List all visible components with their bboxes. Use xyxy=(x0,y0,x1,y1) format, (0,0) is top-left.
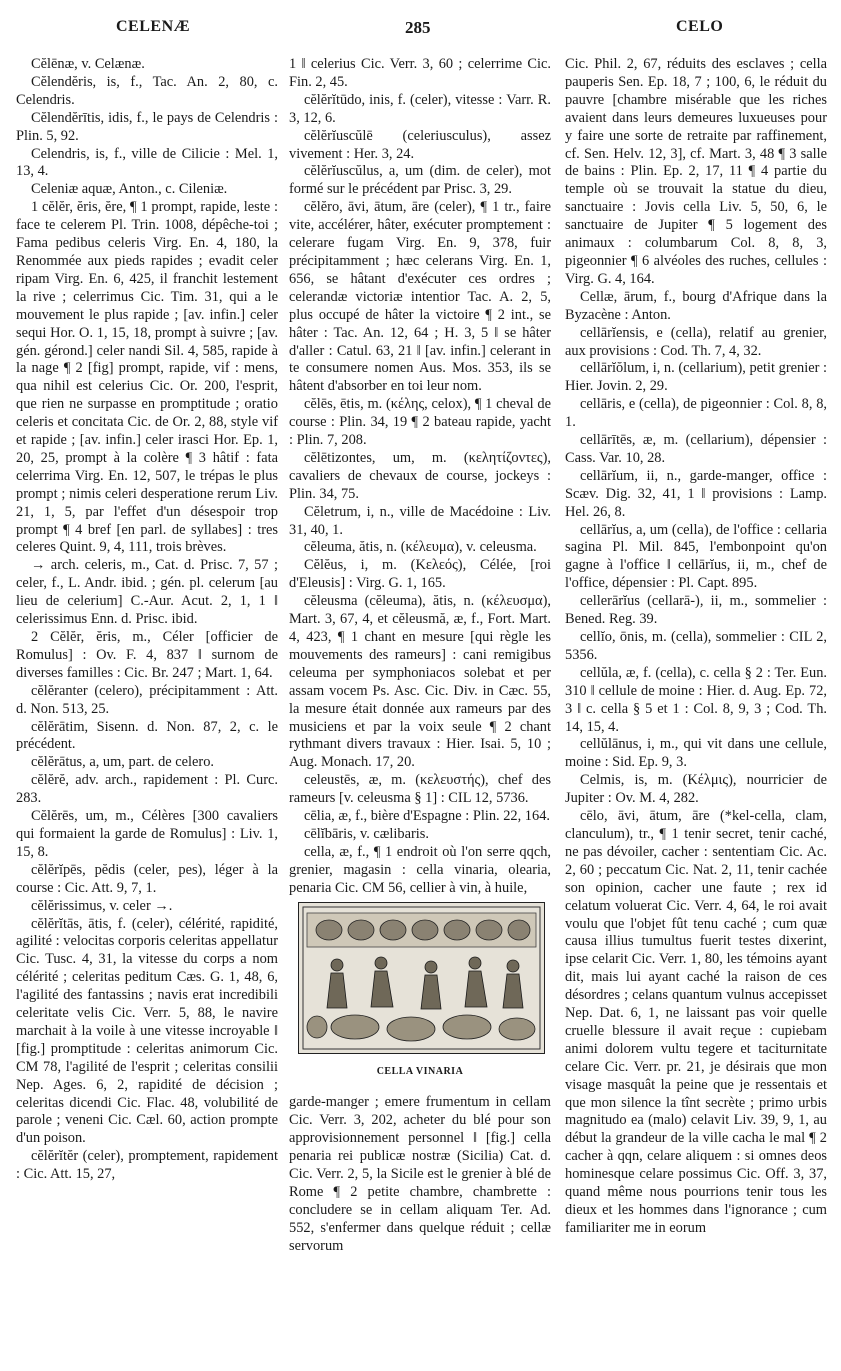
entry: cĕlĕrātim, Sisenn. d. Non. 87, 2, c. le précédent. xyxy=(16,718,278,753)
entry: Celendris, is, f., ville de Cilicie : Mel. 1, 13, 4. xyxy=(16,145,278,180)
page-number: 285 xyxy=(405,18,431,37)
figure-caption: CELLA VINARIA xyxy=(376,1065,464,1077)
running-header xyxy=(0,18,841,44)
entry: cĕlēs, ētis, m. (κέλης, celox), ¶ 1 cheval de course : Plin. 34, 19 ¶ 2 bateau rapide, yacht : Plin. 7, 208. xyxy=(289,396,551,449)
entry: Cĕlĕrēs, um, m., Célères [300 cavaliers qui formaient la garde de Romulus] : Liv. 1, 15, 8. xyxy=(16,808,278,860)
entry-continuation: garde-manger ; emere frumentum in cellam Cic. Verr. 3, 202, acheter du blé pour son approvisionnement personnel ‖ [fig.] cella penaria rei publicæ nostræ (Sicilia) Cat. d. Cic. Verr. 2, 5, la Sicile est le grenier à blé de Rome ¶ 2 petite chambre, chambrette : concludere se in cellam aliquam Ter. Ad. 552, s'enfermer dans quelque réduit ; cellæ servorum xyxy=(289,1094,551,1254)
column-right xyxy=(565,56,827,1238)
entry: cellĭo, ōnis, m. (cella), sommelier : CIL 2, 5356. xyxy=(565,629,827,663)
column-middle xyxy=(289,56,551,1256)
entry: cēlo, āvi, ātum, āre (*kel-cella, clam, clanculum), tr., ¶ 1 tenir secret, tenir caché, ne pas dévoiler, cacher : sententiam Cic. Ac. 2, 60 ; peccatum Cic. Nat. 2, 11, tenir cachée son opinion, cacher une faute ; rex id celatum voluerat Cic. Verr. 4, 64, le roi avait voulu que l'objet fût tenu caché ; cum quæ causa illius tumultus fuerit testes dixerint, ipse celarit Cic. Verr. 1, 80, les témoins ayant dit, mais lui ayant caché la raison de ces désordres ; celans quantum vulnus accepisset Nep. Dat. 6, 1, ne laissant pas voir quelle cruelle blessure il avait reçue : cupiebam animi dolorem vultu tegere et taciturnitate celare Cic. Verr. pr. 21, je désirais que mon visage masquât la peine que je ressentais et que mon silence la tînt secrète ; primo urbis magnitudo ea (malo) celavit Liv. 39, 9, 1, au début la grandeur de la ville cacha le mal ¶ 2 cacher à qqn, celare aliquem : si omnes deos hominesque celare possimus Cic. Off. 3, 37, quand même nous pourrions tenir tous les dieux et les hommes dans l'ignorance ; cum familiariter me in eorum xyxy=(565,808,827,1236)
entry: cella, æ, f., ¶ 1 endroit où l'on serre qqch, grenier, magasin : cella vinaria, olearia, penaria Cic. CM 56, cellier à vin, à huile, xyxy=(289,843,551,896)
entry: cellŭlānus, i, m., qui vit dans une cellule, moine : Sid. Ep. 9, 3. xyxy=(565,736,827,771)
entry: cĕlĕranter (celero), précipitamment : Att. d. Non. 513, 25. xyxy=(16,682,278,717)
entry: celeustēs, æ, m. (κελευστής), chef des rameurs [v. celeusma § 1] : CIL 12, 5736. xyxy=(289,772,551,807)
entry: Celeniæ aquæ, Anton., c. Cileniæ. xyxy=(31,181,228,198)
entry: Cĕlēnæ, v. Celænæ. xyxy=(31,56,145,72)
entry: cellārĭŏlum, i, n. (cellarium), petit grenier : Hier. Jovin. 2, 29. xyxy=(565,360,827,395)
entry: Cĕlendĕrītis, idis, f., le pays de Celendris : Plin. 5, 92. xyxy=(16,109,278,144)
entry: cĕlĕrātus, a, um, part. de celero. xyxy=(31,754,214,771)
bas-relief-illustration xyxy=(298,902,545,1054)
entry-continuation: Cic. Phil. 2, 67, réduits des esclaves ; cella pauperis Sen. Ep. 18, 7 ; 100, 6, le réduit du pauvre [chambre misérable que les riches avaient dans leurs demeures luxueuses pour y faire une sorte de retraite par raffinement, cf. Sen. Helv. 12, 3], cf. Mart. 3, 48 ¶ 3 salle de bains : Plin. Ep. 2, 17, 11 ¶ 4 partie du temple où se trouvait la statue du dieu, sanctuaire : Jovis cella Liv. 5, 50, 6, le sanctuaire de Jupiter ¶ 5 logement des animaux : columbarum Col. 8, 8, 3, pigeonnier ¶ 6 alvéoles des ruches, cellules : Virg. G. 4, 164. xyxy=(565,56,827,287)
entry: cĕleusma (cĕleuma), ătis, n. (κέλευσμα), Mart. 3, 67, 4, et cĕleusmă, æ, f., Fort. Mart. 4, 423, ¶ 1 chant en mesure [qui règle les mouvements des rameurs] : cani remigibus celeuma per symphoniacos solebat et per assam vocem Ps. Asc. Cic. Div. in Cæc. 55, la mesure était donnée aux rameurs par des musiciens et par la voix seule ¶ 2 chant rythmant divers travaux : Hier. Isai. 5, 10 ; Aug. Monach. 17, 20. xyxy=(289,593,551,771)
entry: cellerārĭus (cellarā-), ii, m., sommelier : Bened. Reg. 39. xyxy=(565,593,827,628)
entry: Cĕlĕus, i, m. (Κελεός), Célée, [roi d'Eleusis] : Virg. G. 1, 165. xyxy=(289,557,551,592)
entry: Celmis, is, m. (Κέλμις), nourricier de Jupiter : Ov. M. 4, 282. xyxy=(565,772,827,807)
entry: cellŭla, æ, f. (cella), c. cella § 2 : Ter. Eun. 310 ‖ cellule de moine : Hier. d. Aug. Ep. 72, 3 ‖ c. cella § 5 et 1 : Col. 8, 9, 3 ; Cod. Th. 14, 15, 4. xyxy=(565,664,827,735)
entry: cellāris, e (cella), de pigeonnier : Col. 8, 8, 1. xyxy=(565,396,827,431)
entry: cĕlĕrĭuscŭlus, a, um (dim. de celer), mot formé sur le précédent par Prisc. 3, 29. xyxy=(289,163,551,198)
entry: cĕlĕrĭtūdo, inis, f. (celer), vitesse : Varr. R. 3, 12, 6. xyxy=(289,91,551,126)
entry: cĕlētizontes, um, m. (κελητίζοντες), cavaliers de chevaux de course, jockeys : Plin. 34, 75. xyxy=(289,449,551,502)
entry-continuation: 1 ‖ celerius Cic. Verr. 3, 60 ; celerrime Cic. Fin. 2, 45. xyxy=(289,56,551,90)
entry: cēlĭbāris, v. cælibaris. xyxy=(304,825,429,842)
entry: → arch. celeris, m., Cat. d. Prisc. 7, 57 ; celer, f., L. Andr. ibid. ; gén. pl. celerum [au lieu de celerium] C.-Aur. Acut. 2, 1, 1 ‖ celerissimus Enn. d. Prisc. ibid. xyxy=(16,557,278,628)
entry: cellārītēs, æ, m. (cellarium), dépensier : Cass. Var. 10, 28. xyxy=(565,432,827,466)
entry: cĕlĕro, āvi, ātum, āre (celer), ¶ 1 tr., faire vite, accélérer, hâter, exécuter promptement : celerare fugam Virg. En. 9, 378, fuir précipitamment ; hæc celerans Virg. En. 1, 656, se hâtant d'exécuter ces ordres ; celerandæ victoriæ intentior Tac. A. 2, 5, plus occupé de hâter la victoire ¶ 2 int., se hâter : Tac. An. 12, 64 ; H. 3, 5 ‖ se hâter d'aller : Catul. 63, 21 ‖ [av. infin.] celerant in te consumere nomen Aus. Mos. 353, ils se hâtent d'absorber en toi leur nom. xyxy=(289,199,551,395)
entry: cēlia, æ, f., bière d'Espagne : Plin. 22, 164. xyxy=(304,808,550,825)
entry: Cĕlendĕris, is, f., Tac. An. 2, 80, c. Celendris. xyxy=(16,73,278,108)
entry: cellārĭensis, e (cella), relatif au grenier, aux provisions : Cod. Th. 7, 4, 32. xyxy=(565,324,827,359)
entry: cĕlĕrĕ, adv. arch., rapidement : Pl. Curc. 283. xyxy=(16,772,278,807)
entry: cĕlĕrĭuscŭlē (celeriusculus), assez vivement : Her. 3, 24. xyxy=(289,127,551,162)
entry: cĕleuma, ătis, n. (κέλευμα), v. celeusma. xyxy=(304,539,537,556)
entry: Cellæ, ārum, f., bourg d'Afrique dans la Byzacène : Anton. xyxy=(565,288,827,323)
right-guide-word: CELO xyxy=(676,18,724,35)
entry: cĕlĕrissimus, v. celer →. xyxy=(31,897,173,914)
entry: Cĕletrum, i, n., ville de Macédoine : Liv. 31, 40, 1. xyxy=(289,503,551,538)
entry: cĕlĕrĭtĕr (celer), promptement, rapidement : Cic. Att. 15, 27, xyxy=(16,1148,278,1183)
entry: cellārĭum, ii, n., garde-manger, office : Scæv. Dig. 32, 41, 1 ‖ provisions : Lamp. Hel. 26, 8. xyxy=(565,467,827,520)
entry: 1 cĕlĕr, ĕris, ĕre, ¶ 1 prompt, rapide, leste : face te celerem Pl. Trin. 1008, dépêche-toi ; Fama pedibus celeris Virg. En. 4, 180, la Renommée aux pieds rapides ; evadit celer ripam Virg. En. 6, 425, il franchit lestement la rive ; celerrimus Cic. Tim. 31, qui a le mouvement le plus rapide ; [av. infin.] celer sequi Hor. O. 1, 15, 18, prompt à suivre ; [av. gén. gérond.] celer nandi Sil. 4, 585, rapide à la nage ¶ 2 [fig] prompt, rapide, vif : mens, qua nihil est celerius Cic. Or. 200, l'esprit, que rien ne surpasse en promptitude ; oratio celeris et concitata Cic. de Or. 2, 88, style vif et rapide ; [av. infin.] celer irasci Hor. Ep. 1, 20, 25, prompt à la colère ¶ 3 hâtif : fata celerrima Virg. En. 12, 507, le trépas le plus prompt ; nimis celeri desperatione rerum Liv. 21, 1, 5, par l'effet d'un désespoir trop prompt ¶ 4 bref [en parl. de syllabes] : tres celeres Quint. 9, 4, 111, trois brèves. xyxy=(16,199,278,556)
entry: cĕlĕrĭpēs, pĕdis (celer, pes), léger à la course : Cic. Att. 9, 7, 1. xyxy=(16,861,278,896)
entry: cĕlĕrĭtās, ātis, f. (celer), célérité, rapidité, agilité : velocitas corporis celeritas appellatur Cic. Tusc. 4, 31, la vitesse du corps a nom célérité ; celeritas peditum Cæs. G. 1, 48, 6, l'agilité des fantassins ; navis erat incredibili celeritate velis Cic. Verr. 5, 88, le navire marchait à la voile à une vitesse incroyable ‖ [fig.] promptitude : celeritas animorum Cic. CM 78, l'agilité de l'esprit ; celeritas consilii Nep. Ages. 6, 2, rapidité de décision ; celeritas dicendi Cic. Flac. 48, volubilité de parole ; veneni Cic. Cæl. 60, action prompte d'un poison. xyxy=(16,915,278,1147)
column-left xyxy=(16,56,278,1184)
left-guide-word: CELENÆ xyxy=(116,18,191,35)
entry: cellārĭus, a, um (cella), de l'office : cellaria sagina Pl. Mil. 845, l'embonpoint qu'on gagne à l'office ‖ cellārĭus, ii, m., chef de l'office, dépensier : Pl. Capt. 895. xyxy=(565,521,827,592)
entry: 2 Cĕlĕr, ĕris, m., Céler [officier de Romulus] : Ov. F. 4, 837 ‖ surnom de diverses familles : Cic. Br. 247 ; Mart. 1, 64. xyxy=(16,629,278,681)
